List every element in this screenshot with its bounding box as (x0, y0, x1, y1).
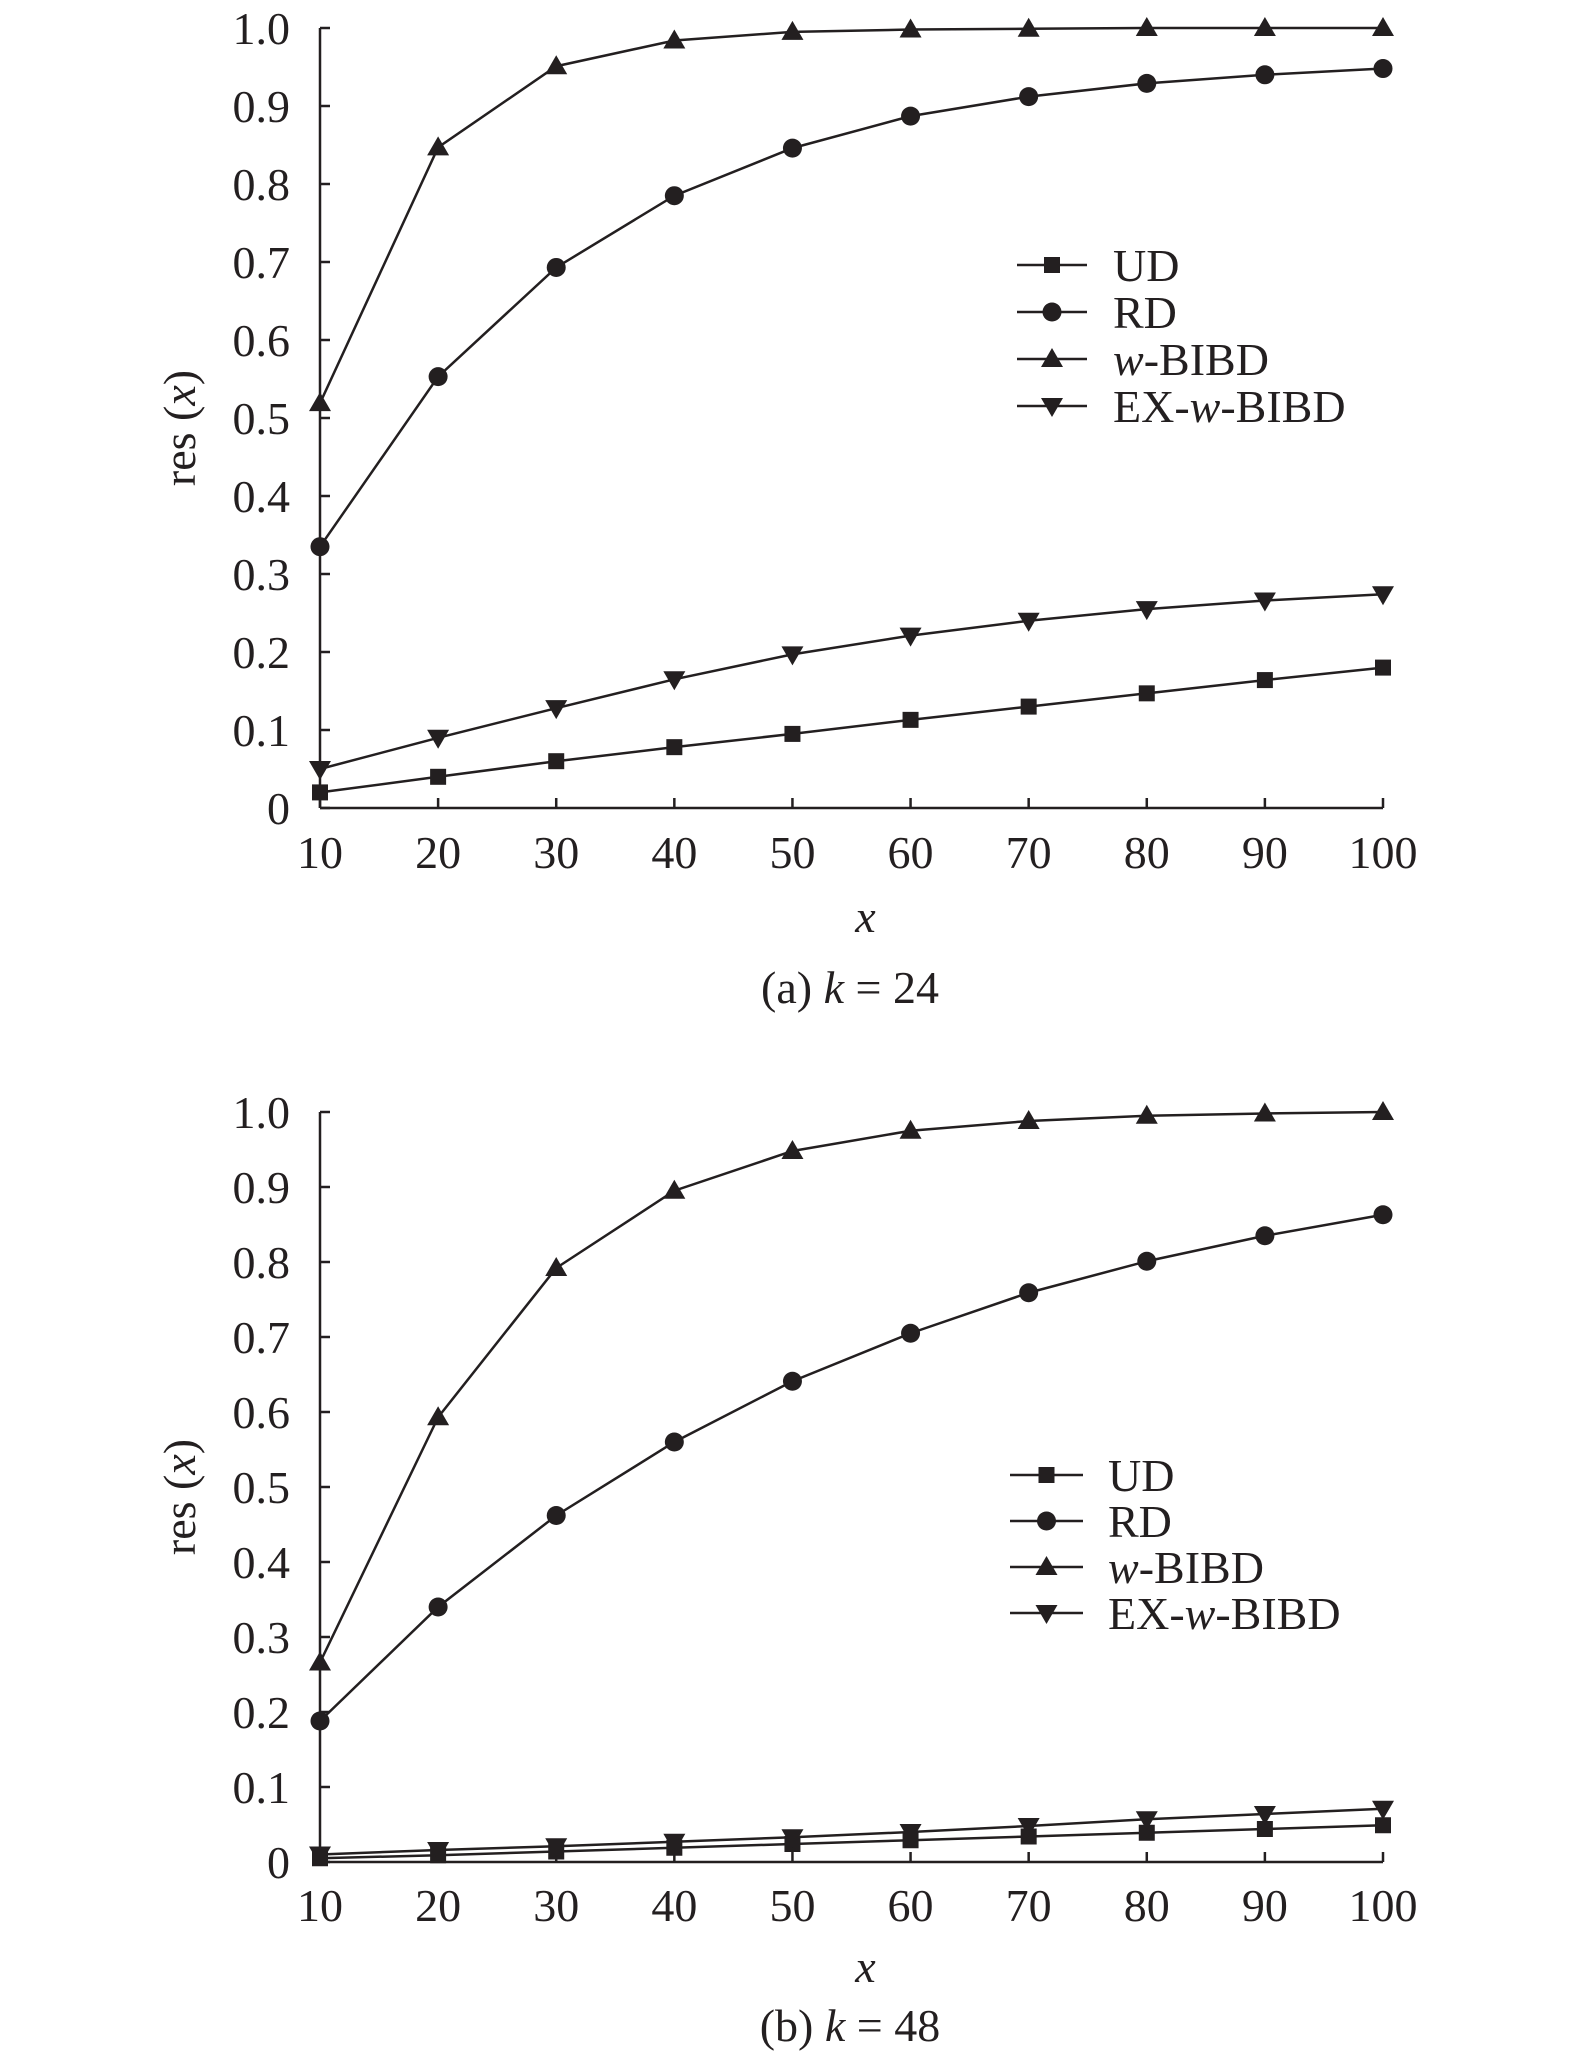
legend (1017, 240, 1346, 432)
y-tick-label: 0.5 (232, 393, 290, 444)
x-tick-label: 20 (415, 1880, 462, 1931)
data-point (1137, 74, 1156, 93)
y-tick-label: 0.8 (232, 1237, 290, 1288)
data-point (665, 1433, 684, 1452)
x-tick-label: 60 (887, 1880, 934, 1931)
data-point (901, 107, 920, 126)
y-tick-label: 0 (267, 783, 290, 834)
data-point (1257, 672, 1273, 688)
data-point (900, 19, 922, 38)
series-line (320, 69, 1383, 547)
y-tick-label: 0.3 (232, 549, 290, 600)
y-tick-label: 1.0 (232, 3, 290, 54)
data-point (1018, 18, 1040, 37)
legend-label: w-BIBD (1113, 334, 1269, 385)
legend-marker (1041, 398, 1063, 417)
data-point (309, 392, 331, 411)
chart-panel-a (154, 3, 1418, 1013)
x-tick-label: 100 (1348, 827, 1418, 878)
y-tick-label: 0.2 (232, 627, 290, 678)
y-tick-label: 0.8 (232, 159, 290, 210)
y-tick-label: 0.9 (232, 81, 290, 132)
y-tick-label: 0.7 (232, 237, 290, 288)
data-point (901, 1324, 920, 1343)
legend-marker (1037, 1512, 1056, 1531)
data-point (1021, 699, 1037, 715)
x-tick-label: 90 (1241, 827, 1288, 878)
data-point (1372, 17, 1394, 36)
x-tick-label: 10 (297, 827, 343, 878)
data-point (311, 1712, 330, 1731)
y-tick-label: 0.4 (232, 471, 290, 522)
data-point (429, 1598, 448, 1617)
x-tick-label: 50 (769, 1880, 816, 1931)
y-tick-label: 0.3 (232, 1612, 290, 1663)
data-point (1137, 1252, 1156, 1271)
series-rd (311, 59, 1393, 556)
legend-marker (1043, 303, 1062, 322)
x-tick-label: 100 (1348, 1880, 1418, 1931)
y-tick-label: 0.9 (232, 1162, 290, 1213)
data-point (427, 136, 449, 155)
series-ex-w-bibd (309, 1801, 1394, 1866)
x-tick-label: 40 (651, 1880, 698, 1931)
y-tick-label: 0 (267, 1837, 290, 1888)
legend-label: EX-w-BIBD (1113, 381, 1346, 432)
x-tick-label: 30 (533, 827, 580, 878)
y-tick-label: 0.5 (232, 1462, 290, 1513)
series-line (320, 668, 1383, 793)
chart-panel-b (154, 1087, 1418, 2051)
y-tick-label: 0.1 (232, 705, 290, 756)
legend-marker (1036, 1556, 1058, 1575)
y-tick-label: 0.6 (232, 315, 290, 366)
legend-marker (1041, 348, 1063, 367)
data-point (309, 761, 331, 780)
series-line (320, 594, 1383, 769)
x-axis-title: x (855, 1941, 876, 1992)
x-tick-label: 70 (1005, 1880, 1052, 1931)
data-point (545, 1257, 567, 1276)
x-tick-label: 30 (533, 1880, 580, 1931)
data-point (548, 753, 564, 769)
data-point (1254, 17, 1276, 36)
y-axis-title: res (x) (154, 369, 205, 487)
data-point (781, 21, 803, 40)
x-axis-title: x (855, 891, 876, 942)
panel-caption: (a) k = 24 (761, 962, 939, 1013)
data-point (1255, 1226, 1274, 1245)
data-point (1372, 1101, 1394, 1120)
y-tick-label: 0.7 (232, 1312, 290, 1363)
x-tick-label: 20 (415, 827, 462, 878)
data-point (1136, 17, 1158, 36)
data-point (1374, 59, 1393, 78)
y-tick-label: 0.4 (232, 1537, 290, 1588)
data-point (1019, 87, 1038, 106)
data-point (547, 1506, 566, 1525)
series-line (320, 1215, 1383, 1721)
y-tick-label: 0.2 (232, 1687, 290, 1738)
data-point (312, 784, 328, 800)
panel-caption: (b) k = 48 (759, 2000, 941, 2051)
y-tick-label: 0.1 (232, 1762, 290, 1813)
y-tick-label: 1.0 (232, 1087, 290, 1138)
legend-marker (1039, 1467, 1055, 1483)
y-tick-label: 0.6 (232, 1387, 290, 1438)
legend-label: UD (1113, 240, 1180, 291)
data-point (311, 537, 330, 556)
data-point (783, 139, 802, 158)
data-point (665, 186, 684, 205)
y-axis-title: res (x) (154, 1438, 205, 1556)
series-rd (311, 1205, 1393, 1730)
legend-label: w-BIBD (1108, 1542, 1264, 1593)
x-tick-label: 40 (651, 827, 698, 878)
data-point (1254, 1103, 1276, 1122)
data-point (1255, 65, 1274, 84)
legend-label: UD (1108, 1450, 1175, 1501)
legend-label: RD (1108, 1496, 1172, 1547)
series-line (320, 1809, 1383, 1855)
x-tick-label: 60 (887, 827, 934, 878)
legend-label: EX-w-BIBD (1108, 1588, 1341, 1639)
data-point (1374, 1205, 1393, 1224)
x-tick-label: 70 (1005, 827, 1052, 878)
data-point (1136, 1105, 1158, 1124)
data-point (783, 1372, 802, 1391)
x-tick-label: 50 (769, 827, 816, 878)
data-point (1019, 1283, 1038, 1302)
legend-label: RD (1113, 287, 1177, 338)
legend-marker (1036, 1605, 1058, 1624)
x-tick-label: 10 (297, 1880, 343, 1931)
data-point (1375, 660, 1391, 676)
data-point (784, 726, 800, 742)
data-point (666, 739, 682, 755)
legend (1010, 1450, 1341, 1639)
x-tick-label: 80 (1123, 1880, 1170, 1931)
legend-marker (1044, 257, 1060, 273)
data-point (1139, 685, 1155, 701)
data-point (309, 1652, 331, 1671)
data-point (903, 712, 919, 728)
data-point (429, 367, 448, 386)
data-point (547, 258, 566, 277)
series-line (320, 1825, 1383, 1858)
data-point (430, 769, 446, 785)
x-tick-label: 80 (1123, 827, 1170, 878)
series-ud (312, 1817, 1391, 1866)
x-tick-label: 90 (1241, 1880, 1288, 1931)
